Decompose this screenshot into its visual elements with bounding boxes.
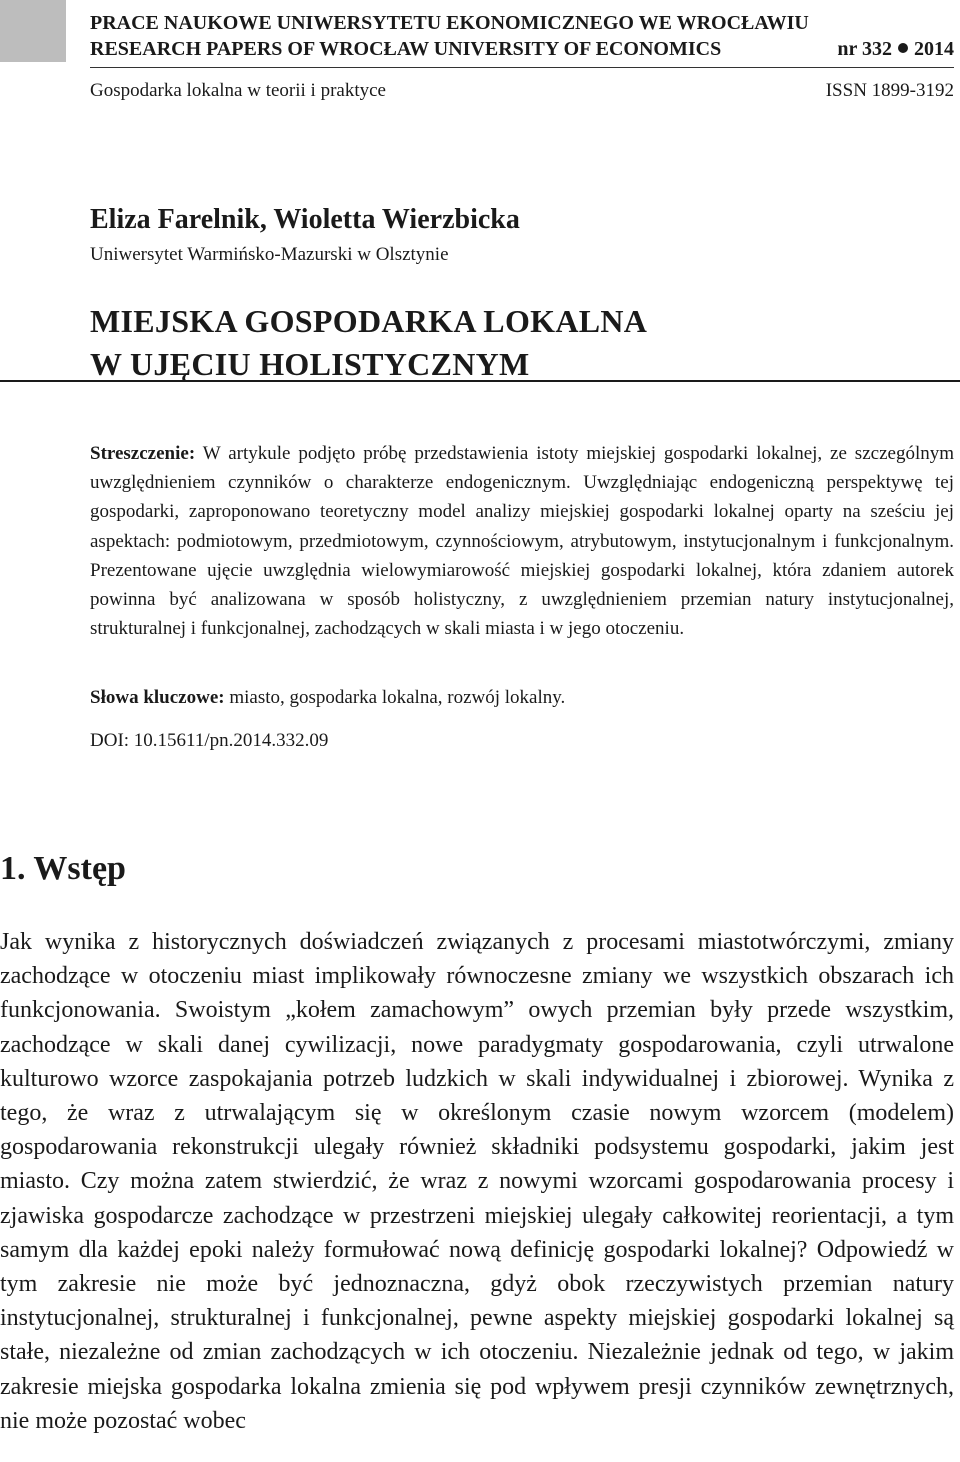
keywords-text: miasto, gospodarka lokalna, rozwój lokalny. xyxy=(229,687,566,708)
abstract xyxy=(90,439,954,643)
article-title-line-2: W UJĘCIU HOLISTYCZNYM xyxy=(90,346,530,382)
section-body: Jak wynika z historycznych doświadczeń związanych z procesami miastotwórczymi, zmiany zachodzące w otoczeniu miast implikowały równoczesne zmiany we wszystkich obszarach ich funkcjonowania. Swoistym „kołem zamachowym” owych przemian były przede wszystkim, zachodzące w skali danej cywilizacji, nowe paradygmaty gospodarowania, czyli utrwalone kulturowo wzorce zaspokajania potrzeb ludzkich w skali indywidualnej i zbiorowej. Wynika z tego, że wraz z utrwalającym się w określonym czasie nowym wzorcem (modelem) gospodarowania rekonstrukcji ulegały również składniki podsystemu gospodarki, jakim jest miasto. Czy można zatem stwierdzić, że wraz z nowymi wzorcami gospodarowania procesy i zjawiska gospodarcze zachodzące w przestrzeni miejskiej ulegały całkowitej reorientacji, a tym samym dla każdej epoki należy formułować nową definicję gospodarki lokalnej? Odpowiedź w tym zakresie nie może być jednoznaczna, gdyż obok rzeczywistych przemian natury instytucjonalnej, strukturalnej i funkcjonalnej, pewne aspekty miejskiej gospodarki lokalnej są stałe, niezależne od zmian zachodzących w ich otoczeniu. Niezależnie jednak od tego, w jakim zakresie miejska gospodarka lokalna zmienia się pod wpływem presji czynników zewnętrznych, nie może pozostać wobec xyxy=(0,929,954,1434)
keywords-label: Słowa kluczowe: xyxy=(90,687,225,708)
series-title: Gospodarka lokalna w teorii i praktyce xyxy=(90,80,386,101)
affiliation: Uniwersytet Warmińsko-Mazurski w Olsztynie xyxy=(90,244,449,265)
article-title xyxy=(90,300,647,386)
header-rule xyxy=(90,67,954,68)
series-row xyxy=(90,80,954,102)
doi: DOI: 10.15611/pn.2014.332.09 xyxy=(90,730,329,751)
bullet-icon xyxy=(898,43,908,53)
header-gray-box xyxy=(0,0,66,62)
keywords xyxy=(90,687,565,709)
issue-number: nr 332 xyxy=(837,38,892,60)
journal-title-en: RESEARCH PAPERS OF WROCŁAW UNIVERSITY OF ECONOMICS xyxy=(90,38,722,60)
article-title-line-1: MIEJSKA GOSPODARKA LOKALNA xyxy=(90,303,648,339)
journal-title-pl: PRACE NAUKOWE UNIWERSYTETU EKONOMICZNEGO WE WROCŁAWIU xyxy=(90,12,809,34)
issn: ISSN 1899-3192 xyxy=(825,80,954,101)
title-rule xyxy=(0,380,960,382)
abstract-text: W artykule podjęto próbę przedstawienia istoty miejskiej gospodarki lokalnej, ze szczególnym uwzględnieniem czynników o charakterze endogenicznym. Uwzględniając endogeniczną perspektywę tej gospodarki, zaproponowano teoretyczny model analizy miejskiej gospodarki lokalnej oparty na sześciu jej aspektach: podmiotowym, przedmiotowym, czynnościowym, atrybutowym, instytucjonalnym i funkcjonalnym. Prezentowane ujęcie uwzględnia wielowymiarowość miejskiej gospodarki lokalnej, która zdaniem autorek powinna być analizowana w sposób holistyczny, z uwzględnieniem przemian natury instytucjonalnej, strukturalnej i funkcjonalnej, zachodzących w skali miasta i w jego otoczeniu. xyxy=(90,443,954,640)
abstract-label: Streszczenie: xyxy=(90,443,196,464)
section-heading: 1. Wstęp xyxy=(0,850,126,887)
authors: Eliza Farelnik, Wioletta Wierzbicka xyxy=(90,204,520,235)
issue-info xyxy=(837,38,954,61)
issue-year: 2014 xyxy=(914,38,954,60)
journal-title-en-row xyxy=(90,38,954,61)
